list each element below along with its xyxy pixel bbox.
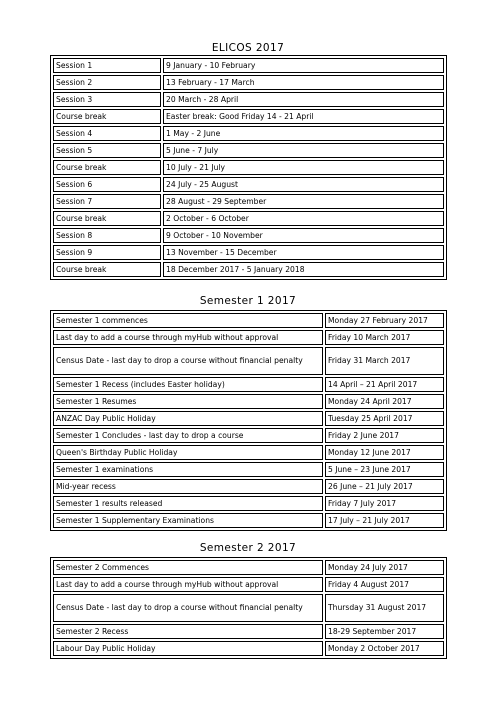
table-row bbox=[53, 347, 444, 375]
row-value: Thursday 31 August 2017 bbox=[325, 594, 444, 622]
row-label: Mid-year recess bbox=[53, 479, 323, 494]
row-value: 20 March - 28 April bbox=[163, 92, 444, 107]
row-value: 1 May - 2 June bbox=[163, 126, 444, 141]
row-value: 14 April – 21 April 2017 bbox=[325, 377, 444, 392]
table-row bbox=[53, 445, 444, 460]
table-row bbox=[53, 194, 444, 209]
row-value: 26 June – 21 July 2017 bbox=[325, 479, 444, 494]
elicos-title: ELICOS 2017 bbox=[211, 42, 285, 54]
row-value: Monday 24 July 2017 bbox=[325, 560, 444, 575]
table-row bbox=[53, 92, 444, 107]
table-row bbox=[53, 479, 444, 494]
table-row bbox=[53, 126, 444, 141]
row-value: Monday 24 April 2017 bbox=[325, 394, 444, 409]
semester1-title: Semester 1 2017 bbox=[199, 295, 297, 307]
row-label: Session 8 bbox=[53, 228, 161, 243]
table-row bbox=[53, 624, 444, 639]
row-value: Tuesday 25 April 2017 bbox=[325, 411, 444, 426]
table-row bbox=[53, 377, 444, 392]
row-label: Semester 1 Recess (includes Easter holiday) bbox=[53, 377, 323, 392]
table-row bbox=[53, 577, 444, 592]
row-value: Monday 2 October 2017 bbox=[325, 641, 444, 656]
row-label: Course break bbox=[53, 262, 161, 277]
row-label: Census Date - last day to drop a course without financial penalty bbox=[53, 594, 323, 622]
row-value: Easter break: Good Friday 14 - 21 April bbox=[163, 109, 444, 124]
row-label: Course break bbox=[53, 211, 161, 226]
semester2-title: Semester 2 2017 bbox=[199, 542, 297, 554]
table-row bbox=[53, 228, 444, 243]
row-label: ANZAC Day Public Holiday bbox=[53, 411, 323, 426]
row-label: Session 9 bbox=[53, 245, 161, 260]
table-row bbox=[53, 560, 444, 575]
table-row bbox=[53, 262, 444, 277]
row-label: Session 1 bbox=[53, 58, 161, 73]
row-label: Semester 1 Resumes bbox=[53, 394, 323, 409]
table-row bbox=[53, 594, 444, 622]
table-row bbox=[53, 411, 444, 426]
row-label: Course break bbox=[53, 109, 161, 124]
semester2-table bbox=[50, 557, 447, 659]
row-value: Friday 10 March 2017 bbox=[325, 330, 444, 345]
row-value: Friday 7 July 2017 bbox=[325, 496, 444, 511]
row-label: Session 5 bbox=[53, 143, 161, 158]
row-value: 10 July - 21 July bbox=[163, 160, 444, 175]
table-row bbox=[53, 160, 444, 175]
row-label: Semester 1 Supplementary Examinations bbox=[53, 513, 323, 528]
table-row bbox=[53, 462, 444, 477]
row-value: 18 December 2017 - 5 January 2018 bbox=[163, 262, 444, 277]
table-row bbox=[53, 143, 444, 158]
row-label: Semester 1 commences bbox=[53, 313, 323, 328]
row-label: Semester 2 Commences bbox=[53, 560, 323, 575]
row-value: 2 October - 6 October bbox=[163, 211, 444, 226]
table-row bbox=[53, 211, 444, 226]
row-label: Semester 1 examinations bbox=[53, 462, 323, 477]
table-row bbox=[53, 496, 444, 511]
table-row bbox=[53, 109, 444, 124]
row-label: Labour Day Public Holiday bbox=[53, 641, 323, 656]
row-value: 9 October - 10 November bbox=[163, 228, 444, 243]
row-value: Friday 4 August 2017 bbox=[325, 577, 444, 592]
row-label: Session 6 bbox=[53, 177, 161, 192]
table-row bbox=[53, 394, 444, 409]
table-row bbox=[53, 330, 444, 345]
row-value: Friday 31 March 2017 bbox=[325, 347, 444, 375]
table-row bbox=[53, 428, 444, 443]
row-label: Session 4 bbox=[53, 126, 161, 141]
row-label: Last day to add a course through myHub without approval bbox=[53, 330, 323, 345]
table-row bbox=[53, 313, 444, 328]
row-value: 5 June - 7 July bbox=[163, 143, 444, 158]
row-value: Friday 2 June 2017 bbox=[325, 428, 444, 443]
elicos-table bbox=[50, 55, 447, 280]
row-value: 24 July - 25 August bbox=[163, 177, 444, 192]
table-row bbox=[53, 75, 444, 90]
row-label: Semester 1 Concludes - last day to drop a course bbox=[53, 428, 323, 443]
row-value: 9 January - 10 February bbox=[163, 58, 444, 73]
table-row bbox=[53, 177, 444, 192]
row-value: 13 November - 15 December bbox=[163, 245, 444, 260]
table-row bbox=[53, 58, 444, 73]
row-label: Session 3 bbox=[53, 92, 161, 107]
row-value: 28 August - 29 September bbox=[163, 194, 444, 209]
row-value: 18-29 September 2017 bbox=[325, 624, 444, 639]
row-label: Last day to add a course through myHub without approval bbox=[53, 577, 323, 592]
row-value: 13 February - 17 March bbox=[163, 75, 444, 90]
row-label: Semester 2 Recess bbox=[53, 624, 323, 639]
semester1-table bbox=[50, 310, 447, 531]
row-value: Monday 27 February 2017 bbox=[325, 313, 444, 328]
row-value: 17 July – 21 July 2017 bbox=[325, 513, 444, 528]
row-label: Semester 1 results released bbox=[53, 496, 323, 511]
row-value: 5 June – 23 June 2017 bbox=[325, 462, 444, 477]
row-label: Session 2 bbox=[53, 75, 161, 90]
row-label: Session 7 bbox=[53, 194, 161, 209]
table-row bbox=[53, 513, 444, 528]
row-label: Queen's Birthday Public Holiday bbox=[53, 445, 323, 460]
row-label: Census Date - last day to drop a course without financial penalty bbox=[53, 347, 323, 375]
table-row bbox=[53, 245, 444, 260]
table-row bbox=[53, 641, 444, 656]
row-value: Monday 12 June 2017 bbox=[325, 445, 444, 460]
row-label: Course break bbox=[53, 160, 161, 175]
